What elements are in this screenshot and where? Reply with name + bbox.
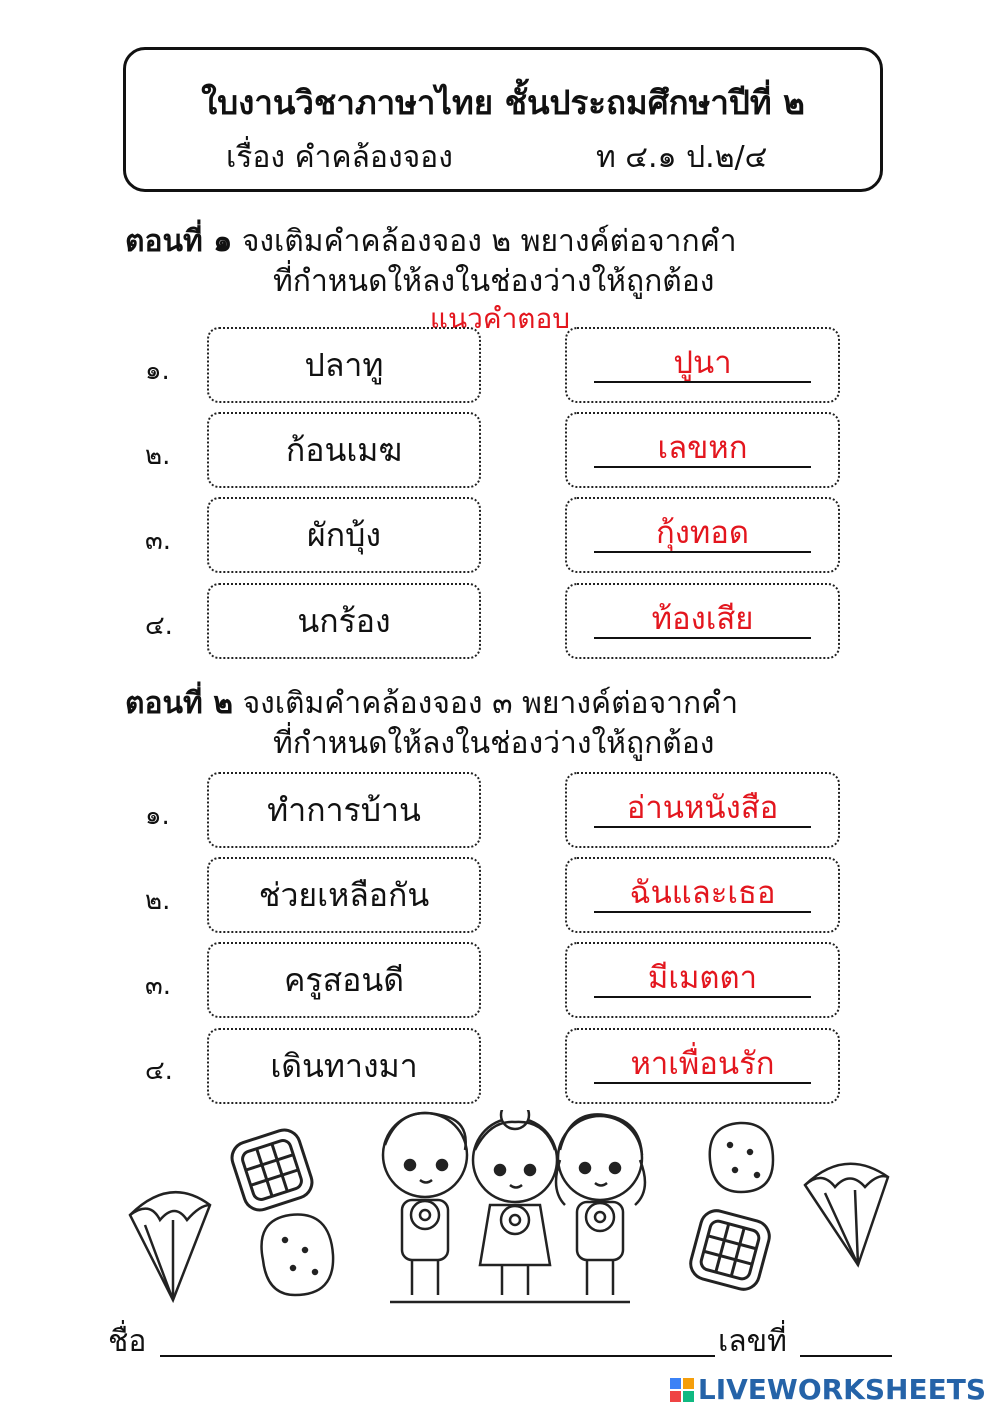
item-number: ๔. [145, 611, 173, 641]
liveworksheets-brand[interactable] [670, 1373, 986, 1406]
answer-text: อ่านหนังสือ [626, 790, 779, 826]
given-word: ทำการบ้าน [267, 790, 421, 829]
answer-field[interactable] [565, 857, 840, 933]
curriculum-code: ท ๔.๑ ป.๒/๔ [596, 140, 768, 175]
given-word-box [207, 327, 481, 403]
brand-text: LIVEWORKSHEETS [697, 1373, 986, 1406]
given-word: ครูสอนดี [284, 960, 404, 999]
worksheet-title: ใบงานวิชาภาษาไทย ชั้นประถมศึกษาปีที่ ๒ [201, 83, 805, 122]
answer-text: เลขหก [657, 430, 748, 466]
bun-icon [262, 1215, 334, 1296]
liveworksheets-logo-icon [670, 1378, 694, 1402]
given-word: ปลาทู [304, 345, 384, 384]
answer-field[interactable] [565, 583, 840, 659]
item-number: ๒. [145, 441, 171, 471]
answer-field[interactable] [565, 1028, 840, 1104]
part1-label: ตอนที่ ๑ [125, 224, 233, 259]
kids-with-donuts-icon [383, 1110, 645, 1302]
answer-field[interactable] [565, 942, 840, 1018]
name-field[interactable] [160, 1355, 715, 1357]
item-number: ๑. [145, 801, 170, 831]
bun-icon [710, 1123, 773, 1192]
number-label: เลขที่ [718, 1324, 787, 1359]
part1-heading [125, 222, 737, 302]
given-word-box [207, 857, 481, 933]
item-number: ๓. [145, 971, 172, 1001]
waffle-icon [228, 1126, 316, 1214]
answer-field[interactable] [565, 327, 840, 403]
answer-guide-label: แนวคำตอบ [429, 302, 571, 335]
part2-heading [125, 684, 738, 764]
given-word-box [207, 412, 481, 488]
worksheet-topic: เรื่อง คำคล้องจอง [226, 140, 453, 175]
given-word: ช่วยเหลือกัน [258, 875, 430, 914]
number-field[interactable] [800, 1355, 892, 1357]
given-word: เดินทางมา [270, 1046, 418, 1085]
given-word-box [207, 772, 481, 848]
part2-instruction-line2: ที่กำหนดให้ลงในช่องว่างให้ถูกต้อง [273, 726, 715, 761]
answer-text: หาเพื่อนรัก [630, 1046, 775, 1082]
answer-field[interactable] [565, 772, 840, 848]
answer-text: ท้องเสีย [651, 601, 754, 637]
given-word-box [207, 583, 481, 659]
answer-text: ฉันและเธอ [629, 875, 776, 911]
illustration [120, 1110, 900, 1310]
given-word-box [207, 1028, 481, 1104]
given-word-box [207, 942, 481, 1018]
given-word: ก้อนเมฆ [285, 430, 403, 469]
part2-instruction-line1: จงเติมคำคล้องจอง ๓ พยางค์ต่อจากคำ [242, 686, 739, 721]
part2-label: ตอนที่ ๒ [125, 686, 234, 721]
answer-field[interactable] [565, 412, 840, 488]
item-number: ๑. [145, 356, 170, 386]
waffle-icon [687, 1207, 773, 1293]
answer-field[interactable] [565, 497, 840, 573]
header-box [123, 47, 883, 192]
given-word-box [207, 497, 481, 573]
answer-text: มีเมตตา [647, 960, 758, 996]
part1-instruction-line2: ที่กำหนดให้ลงในช่องว่างให้ถูกต้อง [273, 264, 715, 299]
given-word: นกร้อง [297, 601, 391, 640]
part1-instruction-line1: จงเติมคำคล้องจอง ๒ พยางค์ต่อจากคำ [241, 224, 737, 259]
answer-text: ปูนา [673, 345, 732, 381]
item-number: ๒. [145, 886, 171, 916]
name-label: ชื่อ [108, 1324, 147, 1359]
item-number: ๔. [145, 1056, 173, 1086]
crepe-icon [130, 1192, 210, 1300]
item-number: ๓. [145, 526, 172, 556]
crepe-icon [805, 1164, 888, 1265]
answer-text: กุ้งทอด [655, 515, 750, 551]
given-word: ผักบุ้ง [306, 515, 382, 554]
